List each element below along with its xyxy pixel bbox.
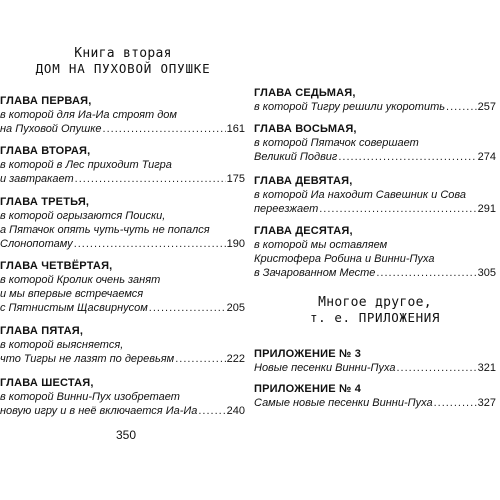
appendix-page-number: 327 [477,397,496,409]
dot-leader [175,352,225,366]
chapter-page-number: 257 [477,101,496,113]
chapter-description-line: в которой Иа находит Савешник и Сова [254,189,467,201]
chapter-description-line: и завтракает [0,173,74,185]
book-part-heading [0,46,246,76]
chapter-description-line: что Тигры не лазят по деревьям [0,353,175,365]
appendix-title: ПРИЛОЖЕНИЕ № 4 [254,383,362,395]
chapter-title: ГЛАВА ДЕСЯТАЯ, [254,225,353,237]
chapter-page-number: 305 [477,267,496,279]
book-part-subtitle: ДОМ НА ПУХОВОЙ ОПУШКЕ [35,61,211,76]
chapter-page-number: 240 [226,405,245,417]
dot-leader [319,202,476,216]
appendix-description-line: Новые песенки Винни-Пуха [254,362,396,374]
chapter-description-line: в которой мы оставляем [254,239,388,251]
chapter-last-line [0,122,245,136]
chapter-entry[interactable] [0,376,245,418]
chapter-last-line [0,301,245,315]
chapter-description-line: с Пятнистым Щасвирнусом [0,302,148,314]
chapter-description-line: в которой Кролик очень занят [0,274,161,286]
chapter-last-line [0,172,245,186]
dot-leader [376,266,476,280]
chapter-page-number: 274 [477,151,496,163]
dot-leader [74,237,226,251]
chapter-entry[interactable] [254,224,496,280]
chapter-description-line: в Зачарованном Месте [254,267,376,279]
chapter-title: ГЛАВА ШЕСТАЯ, [0,377,94,389]
chapter-page-number: 161 [226,123,245,135]
chapter-description-line: и мы впервые встречаемся [0,288,144,300]
chapter-page-number: 291 [477,203,496,215]
chapter-description-line: а Пятачок опять чуть-чуть не попался [0,224,210,236]
chapter-entry[interactable] [254,86,496,114]
chapter-description-line: новую игру и в неё включается Иа-Иа [0,405,198,417]
chapter-description-line: в которой выясняется, [0,339,124,351]
chapter-description-line: в которой Винни-Пух изобретает [0,391,180,403]
chapter-entry[interactable] [0,94,245,136]
dot-leader [434,396,477,410]
chapter-title: ГЛАВА ТРЕТЬЯ, [0,196,90,208]
chapter-entry[interactable] [0,195,245,251]
chapter-title: ГЛАВА ПЕРВАЯ, [0,95,92,107]
dot-leader [198,404,225,418]
chapter-description-line: Кристофера Робина и Винни-Пуха [254,253,435,265]
chapter-description-line: Великий Подвиг [254,151,338,163]
chapter-description-line: Слонопотаму [0,238,73,250]
chapter-description-line: в которой огрызаются Поиски, [0,210,166,222]
chapter-title: ГЛАВА ВТОРАЯ, [0,145,91,157]
chapter-description-line: переезжает [254,203,319,215]
chapter-description-line: в которой Тигру решили укоротить [254,101,446,113]
chapter-entry[interactable] [0,144,245,186]
dot-leader [446,100,477,114]
chapter-entry[interactable] [0,259,245,315]
chapter-entry[interactable] [254,122,496,164]
appendix-title: ПРИЛОЖЕНИЕ № 3 [254,348,362,360]
dot-leader [75,172,226,186]
chapter-page-number: 222 [226,353,245,365]
page-number: 350 [116,428,137,442]
book-part-title: Книга вторая [74,46,172,61]
chapter-title: ГЛАВА ДЕВЯТАЯ, [254,175,353,187]
chapter-title: ГЛАВА ПЯТАЯ, [0,325,84,337]
appendix-description-line: Самые новые песенки Винни-Пуха [254,397,433,409]
chapter-title: ГЛАВА ВОСЬМАЯ, [254,123,357,135]
chapter-page-number: 175 [226,173,245,185]
chapter-description-line: в которой Пятачок совершает [254,137,419,149]
chapter-entry[interactable] [0,324,245,366]
appendix-last-line [254,361,496,375]
chapter-last-line [0,237,245,251]
chapter-description-line: в которой в Лес приходит Тигра [0,159,172,171]
appendix-title: Многое другое, [318,295,432,310]
chapter-description-line: в которой для Иа-Иа строят дом [0,109,177,121]
chapter-title: ГЛАВА ЧЕТВЁРТАЯ, [0,260,113,272]
dot-leader [149,301,226,315]
appendix-entry[interactable] [254,382,496,410]
chapter-page-number: 205 [226,302,245,314]
chapter-last-line [254,202,496,216]
dot-leader [396,361,476,375]
appendix-heading [254,295,496,325]
chapter-last-line [254,150,496,164]
dot-leader [103,122,226,136]
chapter-last-line [254,100,496,114]
chapter-last-line [0,404,245,418]
chapter-description-line: на Пуховой Опушке [0,123,102,135]
chapter-page-number: 190 [226,238,245,250]
appendix-entry[interactable] [254,347,496,375]
chapter-last-line [0,352,245,366]
chapter-entry[interactable] [254,174,496,216]
appendix-last-line [254,396,496,410]
dot-leader [338,150,476,164]
chapter-title: ГЛАВА СЕДЬМАЯ, [254,87,356,99]
appendix-subtitle: т. е. ПРИЛОЖЕНИЯ [309,310,440,325]
appendix-page-number: 321 [477,362,496,374]
chapter-last-line [254,266,496,280]
